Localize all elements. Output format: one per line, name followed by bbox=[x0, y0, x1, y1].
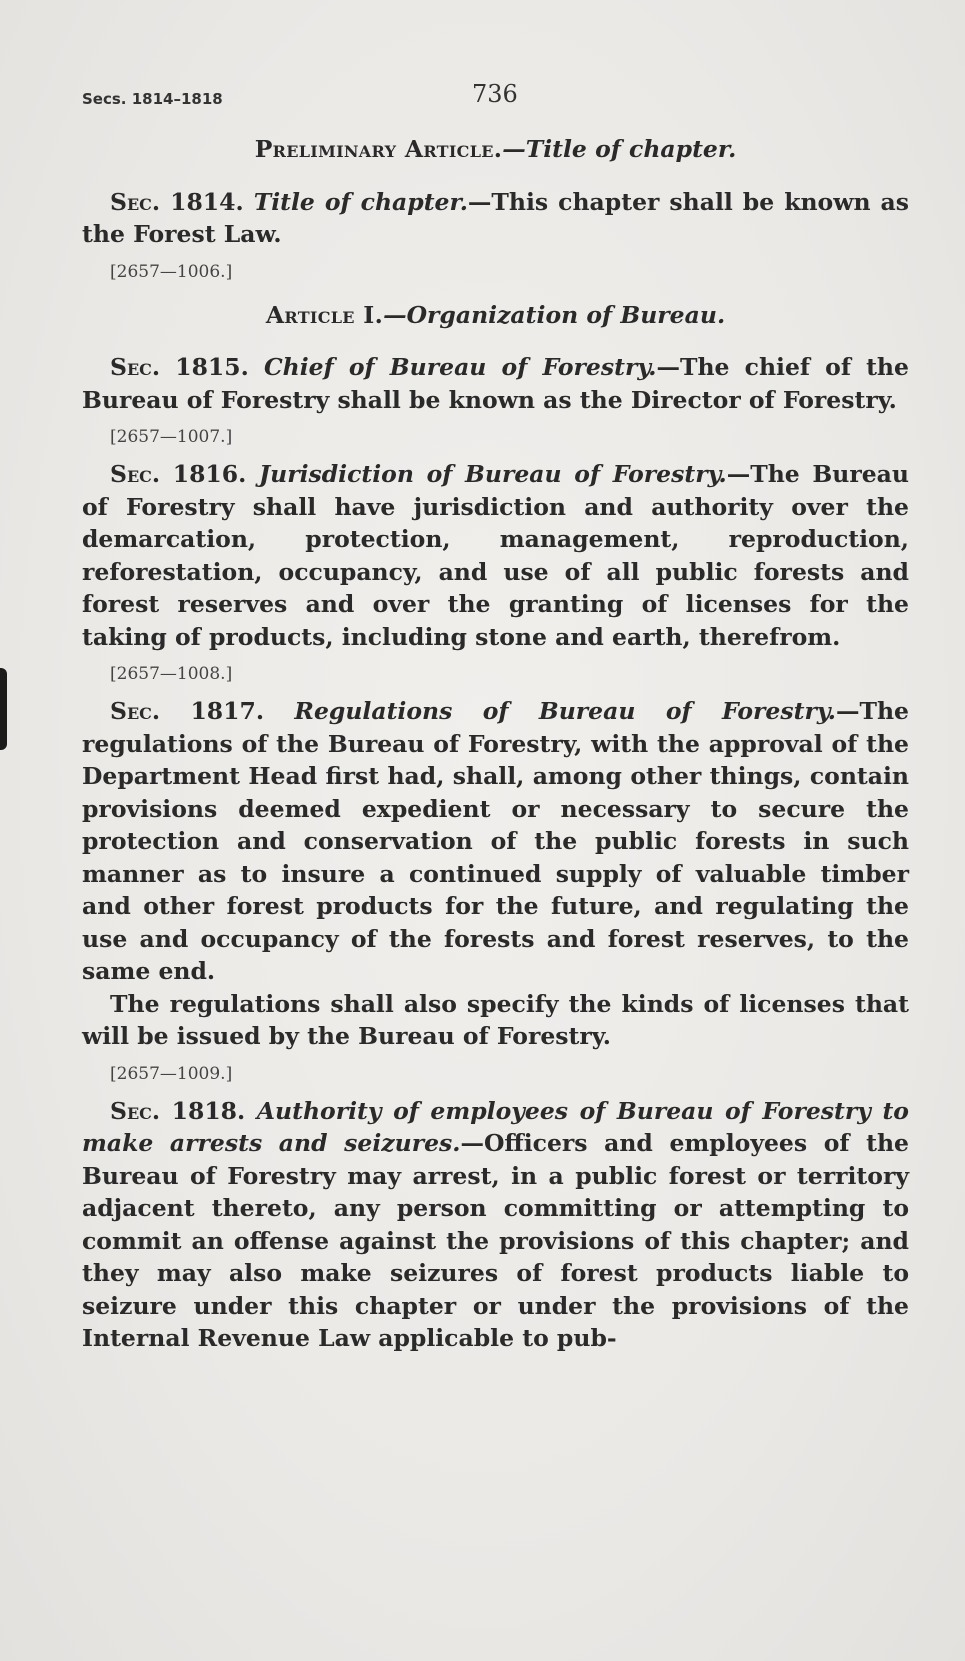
citation: [2657—1008.] bbox=[110, 664, 233, 684]
section-text: —The Bureau of Forestry shall have jurisdiction and authority over the demarcation, protection, management, reproduction, reforestation, occupancy, and use of all public forests and forest reserves and over the granting of licenses for the taking of products, including stone and earth, therefrom. bbox=[82, 460, 909, 651]
section-text: —The regulations of the Bureau of Forestry, with the approval of the Department Head first had, shall, among other things, contain provisions deemed expedient or necessary to secure the protection and conservation of the public forests in such manner as to insure a continued supply of valuable timber and other forest products for the future, and regulating the use and occupancy of the forests and forest reserves, to the same end. bbox=[82, 697, 910, 985]
section-title: Regulations of Bureau of Forestry. bbox=[294, 697, 836, 725]
section-1818 bbox=[82, 1095, 909, 1355]
heading-label: Preliminary Article. bbox=[254, 135, 503, 163]
article-1-heading bbox=[82, 299, 909, 332]
section-text: —Officers and employees of the Bureau of Forestry may arrest, in a public forest or territory adjacent thereto, any person committing or attempting to commit an offense against the provisions of this chapter; and they may also make seizures of forest products liable to seizure under this chapter or under the provisions of the Internal Revenue Law applicable to pub- bbox=[82, 1129, 910, 1352]
heading-label: Article I. bbox=[265, 300, 384, 329]
page-edge-shadow bbox=[0, 668, 7, 750]
section-label: Sec. 1814. bbox=[110, 187, 244, 216]
section-label: Sec. 1816. bbox=[110, 460, 247, 488]
section-range: Secs. 1814–1818 bbox=[82, 90, 223, 108]
section-text: —This chapter shall be known as the Forest Law. bbox=[82, 187, 910, 248]
preliminary-article-heading bbox=[82, 133, 909, 166]
citation: [2657—1007.] bbox=[110, 427, 233, 447]
heading-title: —Title of chapter. bbox=[502, 135, 737, 163]
section-title: Authority of employees of Bureau of Forestry to make arrests and seizures. bbox=[82, 1096, 909, 1157]
section-text: —The chief of the Bureau of Forestry shall be known as the Director of Forestry. bbox=[82, 353, 909, 414]
section-title: Chief of Bureau of Forestry. bbox=[263, 353, 657, 381]
section-1817 bbox=[82, 695, 909, 988]
document-body bbox=[82, 133, 909, 1355]
section-1817-paragraph-2: The regulations shall also specify the kinds of licenses that will be issued by the Bureau of Forestry. bbox=[82, 989, 909, 1050]
section-1815 bbox=[82, 351, 909, 416]
section-1816 bbox=[82, 458, 909, 653]
section-title: Title of chapter. bbox=[253, 187, 468, 216]
citation: [2657—1009.] bbox=[110, 1063, 233, 1084]
heading-title: —Organization of Bureau. bbox=[383, 300, 726, 329]
page-header bbox=[82, 80, 915, 120]
section-label: Sec. 1818. bbox=[110, 1096, 246, 1125]
section-1814 bbox=[82, 186, 909, 251]
section-title: Jurisdiction of Bureau of Forestry. bbox=[258, 460, 727, 488]
section-label: Sec. 1817. bbox=[110, 697, 265, 725]
citation: [2657—1006.] bbox=[110, 261, 233, 282]
section-label: Sec. 1815. bbox=[110, 353, 249, 381]
page-number: 736 bbox=[472, 80, 518, 108]
